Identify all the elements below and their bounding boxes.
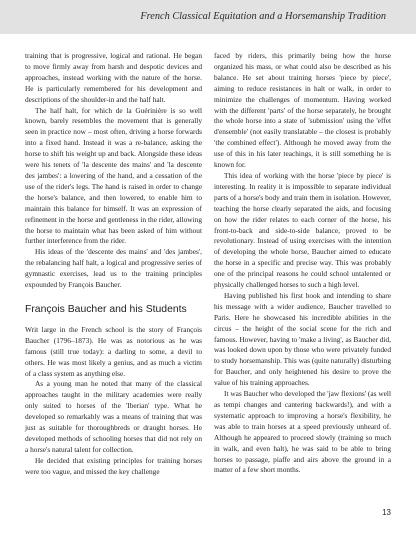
paragraph: As a young man he noted that many of the classical approaches taught in the military academies were really only suited to horses of the 'Iberian' type. What he developed so remarkably was a means of training that was just as suitable for thoroughbreds or draught horses. He developed methods of schooling horses that did not rely on a horse's natural talent for collection. bbox=[25, 379, 202, 454]
paragraph: The half halt, for which de la Guérinière is so well known, barely resembles the movement that is generally seen in practice now – most often, driving a horse forwards into a fixed hand. Instead it was a re-balance, asking the horse to shift his weight up and back. Alongside these ideas were his tenets of 'la descente des mains' and 'la descente des jambes': a lowering of the hand, and a cessation of the use of the rider's legs. The hand is raised in order to change the horse's balance, and then lowered, to enable him to maintain this balance for himself. It was an expression of refinement in the horse and gentleness in the rider, allowing the horse to maintain what has been asked of him without further interference from the rider. bbox=[25, 105, 202, 246]
paragraph: This idea of working with the horse 'piece by piece' is interesting. In reality it is impossible to separate individual parts of a horse's body and train them in isolation. However, teaching the horse clearly separated the aids, and focusing on how the rider relates to each corner of the horse, his front-to-back and side-to-side balance, proved to be revolutionary. Instead of using exercises with the intention of developing the whole horse, Baucher aimed to educate the horse in a specific and precise way. This was probably one of the principal reasons he could school untalented or physically challenged horses to such a high level. bbox=[214, 170, 391, 290]
paragraph: He decided that existing principles for training horses were too vague, and missed the key challenge bbox=[25, 455, 202, 476]
paragraph: faced by riders, this primarily being how the horse organized his mass, or what could also be described as his balance. He set about training horses 'piece by piece', aiming to reduce resistances in halt or walk, in order to minimize the challenges of momentum. Having worked with the different 'parts' of the horse separately, he brought the whole horse into a state of 'submission' using the 'effet d'ensemble' (not easily translatable – the closest is probably 'the combined effect'). Although he moved away from the use of this in his later teachings, it is still something he is known for. bbox=[214, 51, 391, 170]
running-header: French Classical Equitation and a Horsemanship Tradition bbox=[140, 11, 386, 22]
page-number: 13 bbox=[382, 508, 391, 517]
right-column bbox=[214, 51, 391, 476]
paragraph: Having published his first book and intending to share his message with a wider audience, Baucher travelled to Paris. Here he showcased his incredible abilities in the circus – the height of the social scene for the rich and famous. However, having to 'make a living', as Baucher did, was looked down upon by those who were privately funded to study horsemanship. This was (quite naturally) disturbing for Baucher, and only heightened his desire to prove the value of his training approaches. bbox=[214, 290, 391, 388]
paragraph: His ideas of the 'descente des mains' and 'des jambes', the rebalancing half halt, a logical and progressive series of gymnastic exercises, lead us to the training principles expounded by François Baucher. bbox=[25, 247, 202, 290]
left-column bbox=[25, 51, 202, 478]
paragraph: It was Baucher who developed the 'jaw flexions' (as well as tempi changes and cantering backwards!), and with a systematic approach to improving a horse's flexibility, he was able to train horses at a speed previously unheard of. Although he appeared to proceed slowly (training so much in walk, and even halt), he was said to be able to bring horses to passage, piaffe and airs above the ground in a matter of a few short months. bbox=[214, 389, 391, 475]
paragraph: Writ large in the French school is the story of François Baucher (1796–1873). He was as notorious as he was famous (still true today): a darling to some, a devil to others. He was most likely a genius, and as much a victim of a class system as anything else. bbox=[25, 324, 202, 378]
paragraph: training that is progressive, logical and rational. He began to move firmly away from harsh and despotic devices and approaches, instead working with the nature of the horse. He is particularly remembered for his development and descriptions of the shoulder-in and the half halt. bbox=[25, 51, 202, 104]
section-heading: François Baucher and his Students bbox=[25, 303, 187, 315]
